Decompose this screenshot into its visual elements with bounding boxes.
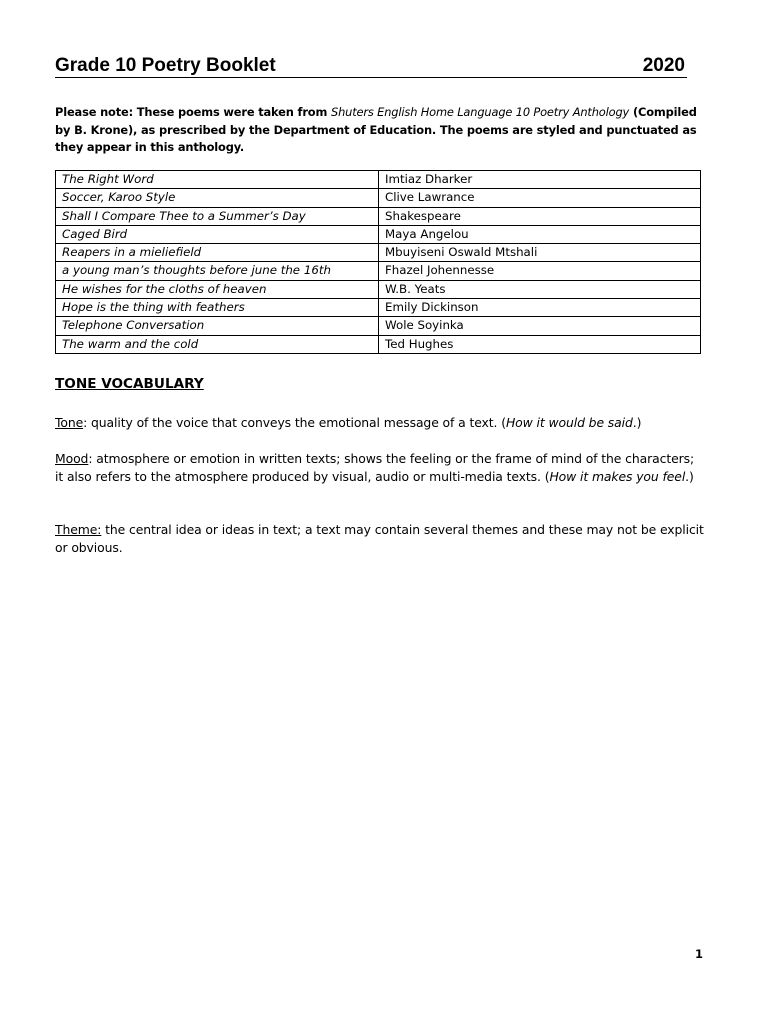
poem-title: Shall I Compare Thee to a Summer’s Day xyxy=(56,207,379,225)
term-mood: Mood xyxy=(55,451,89,466)
table-row xyxy=(56,225,701,243)
page-title xyxy=(55,54,687,78)
table-row xyxy=(56,299,701,317)
mood-example: How it makes you feel xyxy=(549,469,686,485)
table-row xyxy=(56,189,701,207)
theme-text: the central idea or ideas in text; a text may contain several themes and these may not be explicit or obvious. xyxy=(55,522,704,556)
table-row xyxy=(56,335,701,353)
poem-author: Emily Dickinson xyxy=(379,299,701,317)
poem-title: a young man’s thoughts before june the 16th xyxy=(56,262,379,280)
note-suffix: (Compiled by B. Krone), as prescribed by the Department of Education. The poems are styled and punctuated as they appear in this anthology. xyxy=(55,105,697,154)
poem-author: Imtiaz Dharker xyxy=(379,171,701,189)
source-note xyxy=(55,104,705,157)
poem-author: Mbuyiseni Oswald Mtshali xyxy=(379,244,701,262)
poem-title: The Right Word xyxy=(56,171,379,189)
poem-author: W.B. Yeats xyxy=(379,280,701,298)
table-row xyxy=(56,262,701,280)
mood-text: : atmosphere or emotion in written texts; shows the feeling or the frame of mind of the characters; it also refers to the atmosphere produced by visual, audio or multi-media texts. ( xyxy=(55,451,695,485)
note-source-title: Shuters English Home Language 10 Poetry Anthology xyxy=(331,105,630,119)
poem-author: Wole Soyinka xyxy=(379,317,701,335)
poem-author: Shakespeare xyxy=(379,207,701,225)
booklet-year: 2020 xyxy=(642,55,685,76)
poem-author: Ted Hughes xyxy=(379,335,701,353)
tone-example: How it would be said xyxy=(505,415,633,430)
mood-definition xyxy=(55,450,705,486)
page-number: 1 xyxy=(695,947,704,961)
mood-end: .) xyxy=(685,469,694,485)
poem-title: Hope is the thing with feathers xyxy=(56,299,379,317)
poem-title: The warm and the cold xyxy=(56,335,379,353)
table-row xyxy=(56,244,701,262)
poems-table xyxy=(55,170,701,354)
poem-author: Clive Lawrance xyxy=(379,189,701,207)
table-row xyxy=(56,207,701,225)
tone-definition xyxy=(55,414,705,432)
poem-title: Caged Bird xyxy=(56,225,379,243)
poem-title: Telephone Conversation xyxy=(56,317,379,335)
table-row xyxy=(56,280,701,298)
note-prefix: Please note: These poems were taken from xyxy=(55,105,331,119)
poem-title: Reapers in a mieliefield xyxy=(56,244,379,262)
term-theme: Theme: xyxy=(55,522,102,537)
poem-author: Fhazel Johennesse xyxy=(379,262,701,280)
poem-title: He wishes for the cloths of heaven xyxy=(56,280,379,298)
tone-text: : quality of the voice that conveys the emotional message of a text. ( xyxy=(83,415,506,430)
theme-definition xyxy=(55,521,705,557)
poem-author: Maya Angelou xyxy=(379,225,701,243)
section-heading: TONE VOCABULARY xyxy=(55,376,204,392)
tone-end: .) xyxy=(632,415,642,430)
table-row xyxy=(56,317,701,335)
booklet-title: Grade 10 Poetry Booklet xyxy=(55,55,276,76)
poem-title: Soccer, Karoo Style xyxy=(56,189,379,207)
table-row xyxy=(56,171,701,189)
term-tone: Tone xyxy=(55,415,84,430)
